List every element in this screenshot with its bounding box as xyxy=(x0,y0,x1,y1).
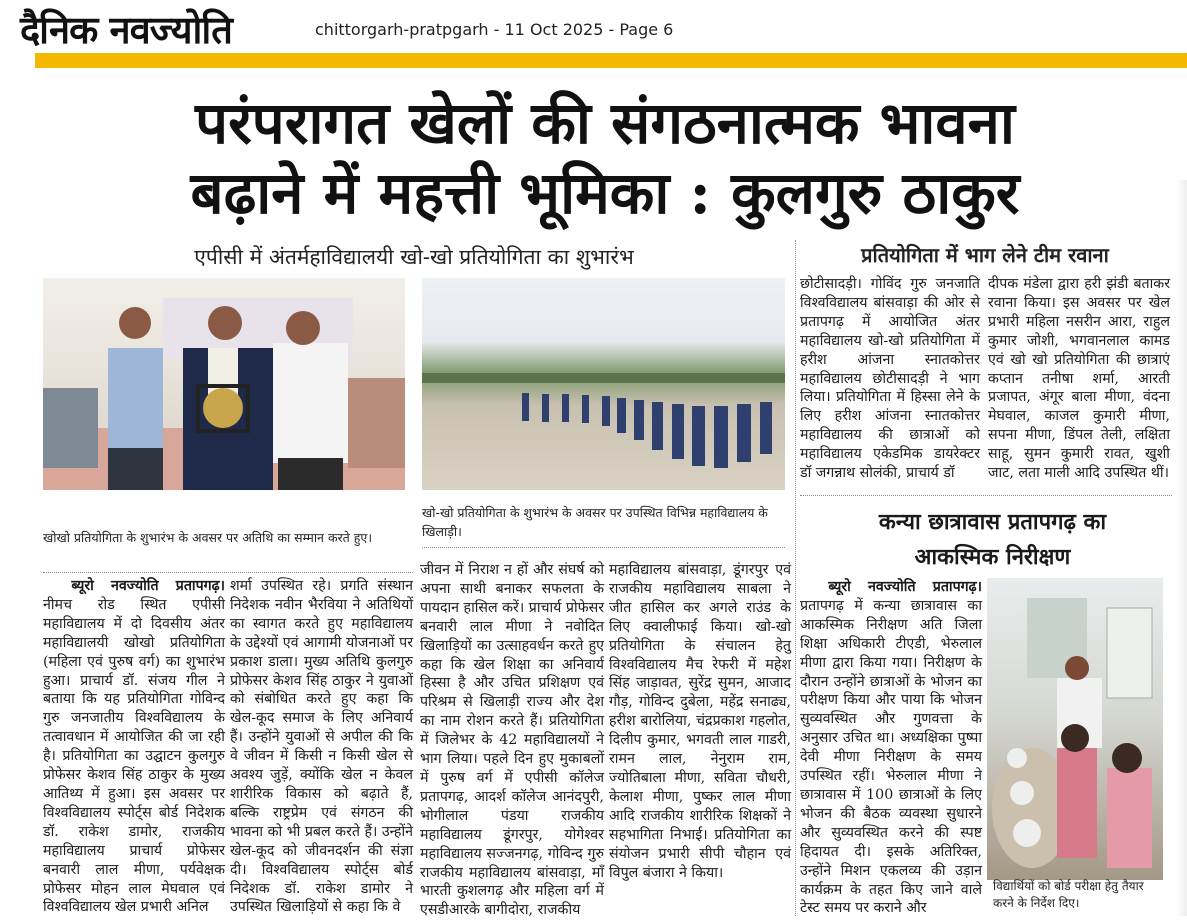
column-text: नीमच रोड स्थित एपीसी महाविद्यालय में दो दिवसीय अंतर महाविद्यालयी खोखो प्रतियोगिता (महिला एवं पुरुष वर्ग) का शुभारंभ हुआ। प्राचार्य डॉ. संजय गील ने बताया कि यह प्रतियोगिता गोविन्द गुरु जनजातीय विश्वविद्यालय के तत्वावधान में आयोजित की जा रही है। प्रतियोगिता का उद्घाटन कुलगुरु प्रोफेसर केशव सिंह ठाकुर के मुख्य आतिथ्य में हुआ। इस अवसर पर विश्वविद्यालय स्पोर्ट्स बोर्ड निदेशक डॉ. राकेश डामोर, राजकीय महाविद्यालय प्राचार्य प्रोफेसर बनवारी लाल मीणा, पर्यवेक्षक प्रोफेसर मोहन लाल मेघवाल एवं विश्वविद्यालय खेल प्रभारी अनिल xyxy=(43,596,225,916)
team-story-column-2: दीपक मंडेला द्वारा हरी झंडी बताकर रवाना किया। इस अवसर पर खेल प्रभारी महिला नसरीन आरा, राहुल कुमार जोशी, भगवानलाल कामड एवं खो खो प्रतियोगिता की छात्राएं कप्तान तनीषा शर्मा, आरती प्रजापत, अंगूर बाला मीणा, वंदना मेघवाल, काजल कुमारी मीणा, सपना मीणा, डिंपल तेली, लक्षिता साहू, सुमन कुमारी रावत, खुशी जाट, लता माली आदि उपस्थित थीं। xyxy=(988,276,1170,482)
dateline: ब्यूरो नवज्योति प्रतापगढ़। xyxy=(828,579,982,595)
players-lineup-photo xyxy=(422,278,785,490)
divider xyxy=(43,572,413,573)
hostel-inspection-photo-art xyxy=(987,578,1163,880)
main-subheadline: एपीसी में अंतर्महाविद्यालयी खो-खो प्रतियोगिता का शुभारंभ xyxy=(194,245,634,269)
players-lineup-photo-art xyxy=(422,278,785,490)
photo-caption-players: खो-खो प्रतियोगिता के शुभारंभ के अवसर पर उपस्थित विभिन्न महाविद्यालय के खिलाड़ी। xyxy=(422,505,768,539)
hostel-inspection-photo xyxy=(987,578,1163,880)
main-story-column-2: शर्मा उपस्थित रहे। प्रगति संस्थान निदेशक नवीन भैरविया ने अतिथियों का स्वागत करते हुए महाविद्यालय के उद्देश्यों एवं आगामी योजनाओं पर प्रकाश डाला। मुख्य अतिथि कुलगुरु प्रोफेसर केशव सिंह ठाकुर ने युवाओं को संबोधित करते हुए कहा कि खेल-कूद समाज के लिए अनिवार्य हैं। उन्होंने युवाओं से अपील की कि वे जीवन में किसी न किसी खेल से अवश्य जुड़ें, क्योंकि खेल न केवल शारीरिक विकास को बढ़ाते हैं, बल्कि राष्ट्रप्रेम एवं संगठन की भावना को भी प्रबल करते हैं। उन्होंने खेल-कूद को जीवनदर्शन की संज्ञा दी। विश्वविद्यालय स्पोर्ट्स बोर्ड निदेशक डॉ. राकेश डामोर ने उपस्थित खिलाड़ियों से कहा कि वे xyxy=(230,578,413,916)
hostel-headline-line2: आकस्मिक निरीक्षण xyxy=(914,545,1071,570)
team-story-headline: प्रतियोगिता में भाग लेने टीम रवाना xyxy=(861,243,1109,267)
hostel-story-body xyxy=(800,578,982,918)
main-story-column-1 xyxy=(43,577,225,917)
adjacent-page-edge xyxy=(1176,180,1187,916)
photo-caption-hostel: विद्यार्थियों को बोर्ड परीक्षा हेतु तैयार करने के निर्देश दिए। xyxy=(993,879,1144,910)
main-headline-line1: परंपरागत खेलों की संगठनात्मक भावना xyxy=(195,89,1015,157)
hostel-story-headline xyxy=(800,505,1185,575)
hostel-headline-line1: कन्या छात्रावास प्रतापगढ़ का xyxy=(878,510,1107,535)
felicitation-photo-art xyxy=(43,278,405,490)
edition-title: chittorgarh-pratpgarh - 11 Oct 2025 - Page 6 xyxy=(315,20,674,39)
main-story-column-3: जीवन में निराश न हों और संघर्ष को अपना साथी बनाकर सफलता के पायदान हासिल करें। प्राचार्य प्रोफेसर बनवारी लाल मीणा ने नवोदित खिलाड़ियों का उत्साहवर्धन करते हुए कहा कि खेल शिक्षा का अनिवार्य हिस्सा है और उचित प्रशिक्षण एवं परिश्रम से खिलाड़ी राज्य और देश का नाम रोशन करते हैं। प्रतियोगिता में जिलेभर के 42 महाविद्यालयों ने भाग लिया। पहले दिन हुए मुकाबलों में पुरुष वर्ग में एपीसी कॉलेज प्रतापगढ़, आदर्श कॉलेज आनंदपुरी, भोगीलाल पंडया राजकीय महाविद्यालय डूंगरपुर, योगेश्वर महाविद्यालय सज्जनगढ़, गोविन्द गुरु राजकीय महाविद्यालय बांसवाड़ा, माँ भारती कुशलगढ़ और महिला वर्ग में एसडीआरके बागीदोरा, राजकीय xyxy=(420,562,604,919)
divider xyxy=(422,547,785,548)
team-story-column-1: छोटीसादड़ी। गोविंद गुरु जनजाति विश्वविद्यालय बांसवाड़ा की ओर से प्रतापगढ़ में आयोजित अंतर महाविद्यालय खो-खो प्रतियोगिता में हरीश आंजना स्नातकोत्तर महाविद्यालय छोटीसादड़ी ने भाग लिया। प्रतियोगिता में हिस्सा लेने के लिए हरीश आंजना स्नातकोत्तर महाविद्यालय की छात्राओं को महाविद्यालय एकेडमिक डायरेक्टर डॉ जगन्नाथ सोलंकी, प्राचार्य डॉ xyxy=(800,276,980,482)
newspaper-logo[interactable]: दैनिक नवज्योति xyxy=(20,8,232,52)
photo-caption-felicitation: खोखो प्रतियोगिता के शुभारंभ के अवसर पर अतिथि का सम्मान करते हुए। xyxy=(43,530,373,545)
section-ticker-bar[interactable] xyxy=(35,53,1187,68)
dateline: ब्यूरो नवज्योति प्रतापगढ़। xyxy=(71,578,225,594)
column-text: प्रतापगढ़ में कन्या छात्रावास का आकस्मिक निरीक्षण अति जिला शिक्षा अधिकारी टीएडी, भेरुलाल मीणा द्वारा किया गया। निरीक्षण के दौरान उन्होंने छात्राओं के भोजन का परीक्षण किया और पाया कि भोजन सुव्यवस्थित और गुणवत्ता के अनुसार उचित था। अध्यक्षिका पुष्पा देवी मीणा निरीक्षण के समय उपस्थित रहीं। भेरुलाल मीणा ने छात्रावास में 100 छात्राओं के लिए भोजन की बैठक व्यवस्था सुधारने और सुव्यवस्थित करने की स्पष्ट हिदायत दी। इसके अतिरिक्त, उन्होंने मिशन एकलव्य की उड़ान कार्यक्रम के तहत किए जाने वाले टेस्ट समय पर कराने और xyxy=(800,597,982,917)
divider xyxy=(800,495,1172,496)
main-story-column-4: महाविद्यालय बांसवाड़ा, डूंगरपुर एवं राजकीय महाविद्यालय साबला ने जीत हासिल कर अगले राउंड के लिए क्वालीफाई किया। खो-खो प्रतियोगिता के संचालन हेतु विश्वविद्यालय मैच रेफरी में महेश सिंह जाड़ावत, सुरेंद्र सुमन, आजाद गौड़, गोविन्द दुबेला, महेंद्र सनाढ्य, हरीश बारोलिया, चंद्रप्रकाश गहलोत, दिलीप कुमार, भगवती लाल गाडरी, रामन लाल, नेनुराम राम, ज्योतिबाला मीणा, सविता चौधरी, केलाश मीणा, पुष्कर लाल मीणा आदि राजकीय शारीरिक शिक्षकों ने सहभागिता निभाई। प्रतियोगिता का संयोजन प्रभारी सीपी चौहान एवं विपुल बंजारा ने किया। xyxy=(609,562,791,881)
main-headline-line2: बढ़ाने में महत्ती भूमिका : कुलगुरु ठाकुर xyxy=(190,159,1020,227)
column-divider xyxy=(795,240,796,916)
felicitation-photo xyxy=(43,278,405,490)
